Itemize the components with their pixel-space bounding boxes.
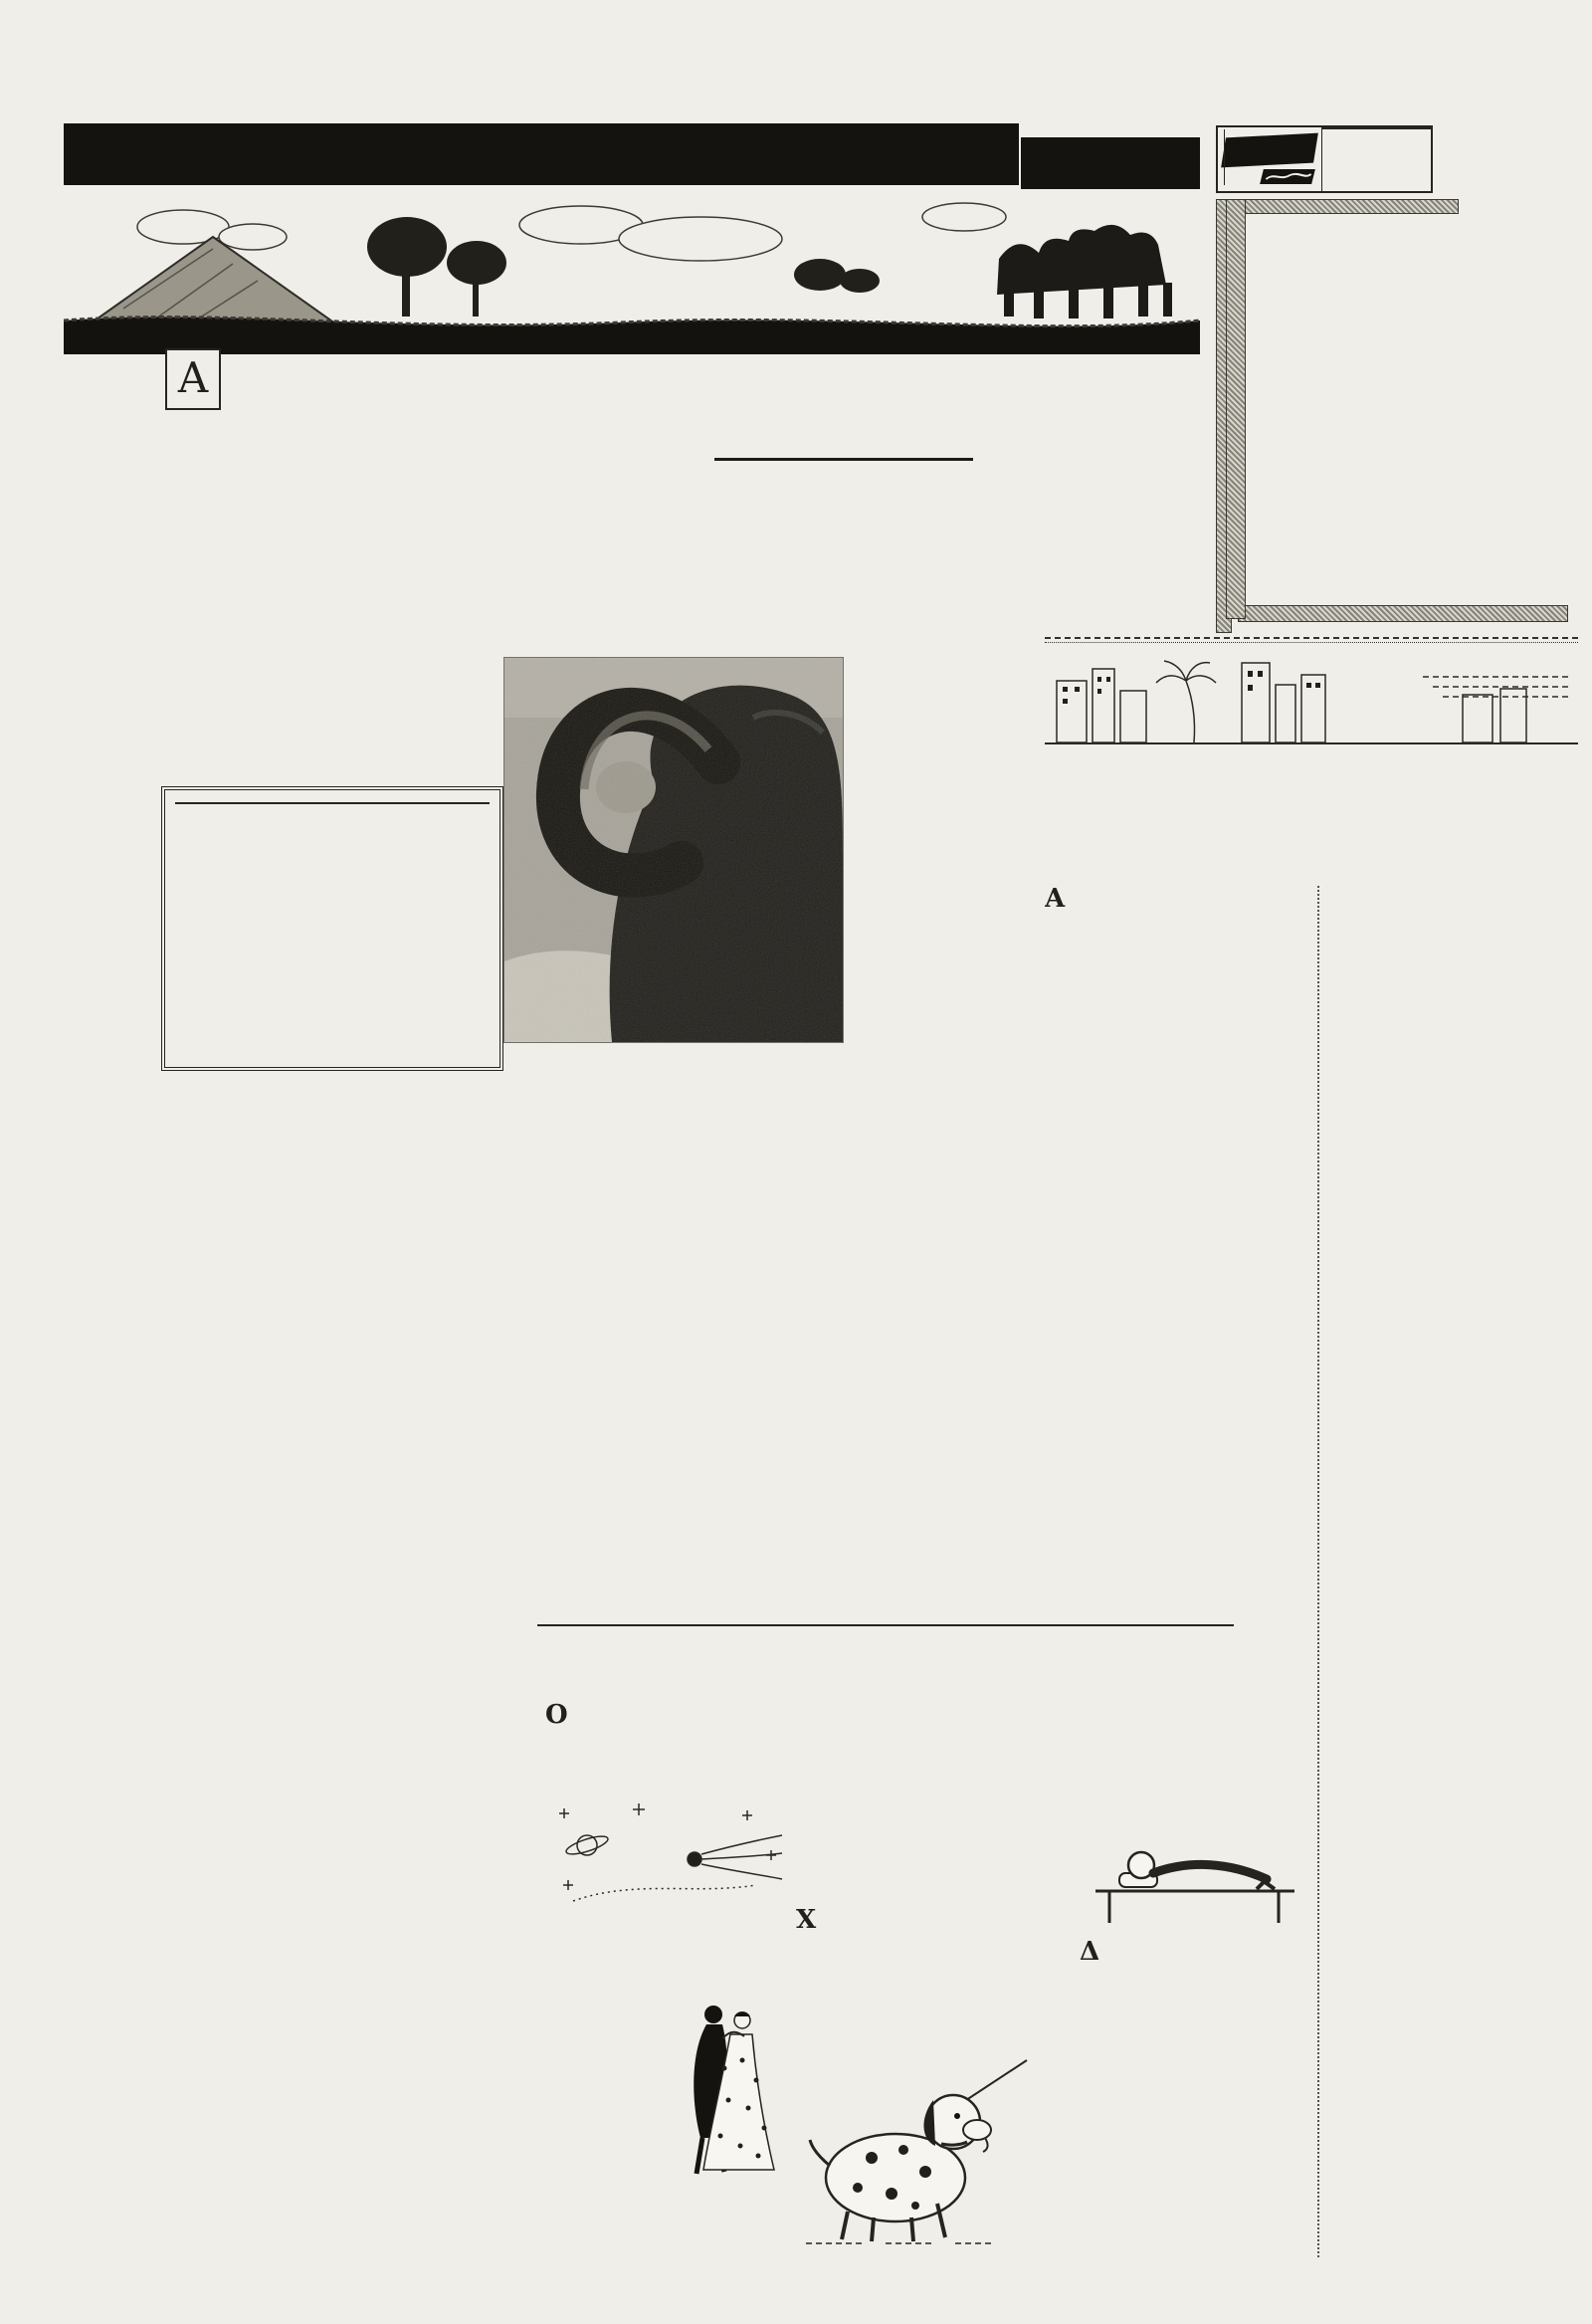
masthead <box>64 189 1200 354</box>
pearl-qa-text <box>796 1696 1035 1901</box>
article-column-1 <box>165 346 382 780</box>
pansion-body <box>796 1907 1035 2054</box>
wavy-column-divider <box>1317 886 1323 2257</box>
periergia-column-3 <box>1080 1696 1311 2279</box>
elefas-body-text <box>1254 320 1564 581</box>
logo-divider <box>1220 129 1225 185</box>
pearl-body-left <box>545 1989 655 2184</box>
article-column-3 <box>603 529 814 639</box>
krinos-column-2 <box>1327 886 1578 2247</box>
napoleon-column-right <box>330 1073 496 2279</box>
logo-ribbon-squiggle-icon <box>1260 169 1315 184</box>
dancing-couple-illustration-icon <box>659 1989 784 2184</box>
rest-body <box>1080 1939 1311 2239</box>
napoleon-kicker <box>175 798 490 804</box>
periergia-column-2 <box>796 1696 1035 2279</box>
ornament-divider-bar <box>1226 199 1246 619</box>
logo-plate <box>1221 133 1318 168</box>
pansion-continued-text <box>1080 1696 1311 1774</box>
napoleon-box <box>161 786 503 1071</box>
top-banner <box>64 123 1019 185</box>
zigzag-rule <box>1045 637 1578 643</box>
article-below-photo-col1 <box>503 1085 782 1620</box>
astra-dropcap-O: Ο <box>545 1702 568 1730</box>
astra-body <box>545 1702 784 1797</box>
periergia-column-1 <box>545 1696 784 2279</box>
krinos-header-illustration <box>1045 647 1578 746</box>
byline-rule <box>714 458 973 461</box>
logo-ribbon <box>1260 169 1315 184</box>
elephant-photo <box>503 657 844 1043</box>
krinos-dropcap-A: Α <box>1045 886 1066 914</box>
pearl-lower-block <box>545 1989 784 2184</box>
ornament-bar-top <box>1216 199 1459 214</box>
napoleon-column-left <box>165 1073 320 2279</box>
periergia-top-rule <box>537 1624 1234 1626</box>
star-ornament-column <box>511 1670 531 2279</box>
newspaper-logo <box>1218 127 1321 191</box>
astra-more-text <box>545 1919 784 1981</box>
issue-date <box>1322 127 1431 129</box>
newspaper-header-box <box>1216 125 1433 193</box>
masthead-illustration-icon <box>64 189 1200 354</box>
city-skyline-icon <box>1045 647 1578 746</box>
krinos-column-1 <box>1045 886 1311 1688</box>
article-below-photo-col2 <box>788 1085 1033 1620</box>
article-column-4 <box>820 529 1033 639</box>
pansion-dropcap-X: Χ <box>796 1907 817 1935</box>
date-page-panel <box>1321 127 1431 191</box>
main-headline-box <box>585 370 1104 522</box>
elefas-intro-box <box>1216 199 1578 631</box>
ornate-dropcap-A: Α <box>165 348 221 410</box>
ornament-bar-bottom <box>1238 605 1568 622</box>
article-column-4-strip <box>850 657 1033 1043</box>
article-column-5 <box>1045 348 1218 573</box>
elephant-photo-art-icon <box>504 658 843 1042</box>
resting-man-illustration-icon <box>1080 1784 1311 1929</box>
rest-dropcap-D: Δ <box>1080 1939 1100 1967</box>
dog-on-leash-illustration-icon <box>796 2054 1035 2245</box>
article-column-2 <box>388 346 597 645</box>
comet-stars-illustration-icon <box>545 1797 784 1915</box>
